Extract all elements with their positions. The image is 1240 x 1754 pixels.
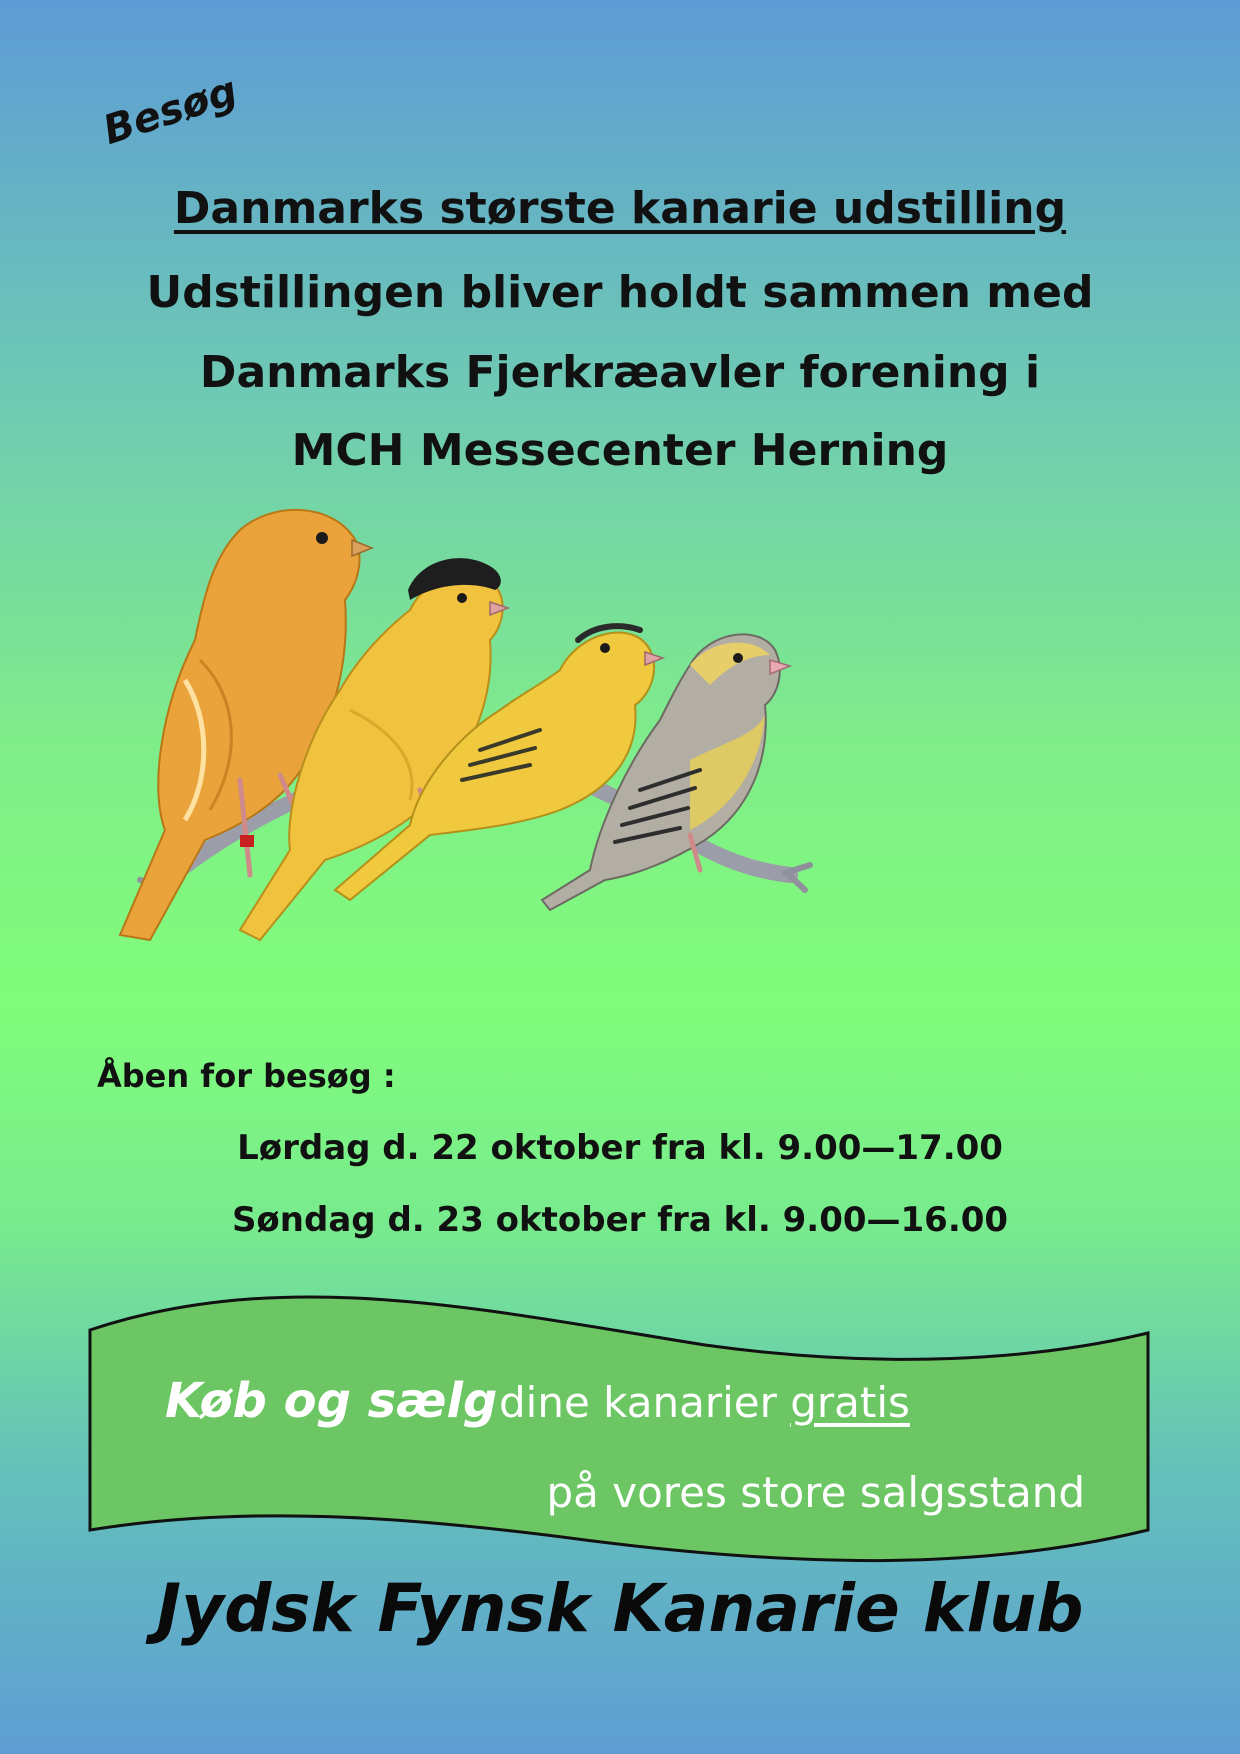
sales-banner — [85, 1290, 1155, 1575]
subtitle-line-2: Danmarks Fjerkræavler forening i — [199, 347, 1041, 398]
club-name: Jydsk Fynsk Kanarie klub — [156, 1570, 1084, 1647]
page-title: Danmarks største kanarie udstilling — [173, 183, 1067, 234]
banner-line-2: på vores store salgsstand — [546, 1468, 1085, 1517]
kicker-besog: Besøg — [97, 67, 243, 154]
buy-and-sell-highlight: Køb og sælg — [165, 1373, 498, 1429]
banner-text-before: dine kanarier — [499, 1378, 791, 1427]
subtitle-line-3: MCH Messecenter Herning — [291, 425, 949, 476]
opening-hours-label: Åben for besøg : — [97, 1057, 396, 1095]
banner-text-gratis: gratis — [790, 1378, 910, 1427]
banner-line-1 — [499, 1378, 910, 1427]
canaries-illustration — [90, 490, 880, 1050]
opening-day-sunday: Søndag d. 23 oktober fra kl. 9.00—16.00 — [231, 1200, 1009, 1240]
banner-ribbon-shape — [85, 1290, 1155, 1575]
subtitle-line-1: Udstillingen bliver holdt sammen med — [146, 267, 1094, 318]
opening-day-saturday: Lørdag d. 22 oktober fra kl. 9.00—17.00 — [237, 1128, 1003, 1168]
